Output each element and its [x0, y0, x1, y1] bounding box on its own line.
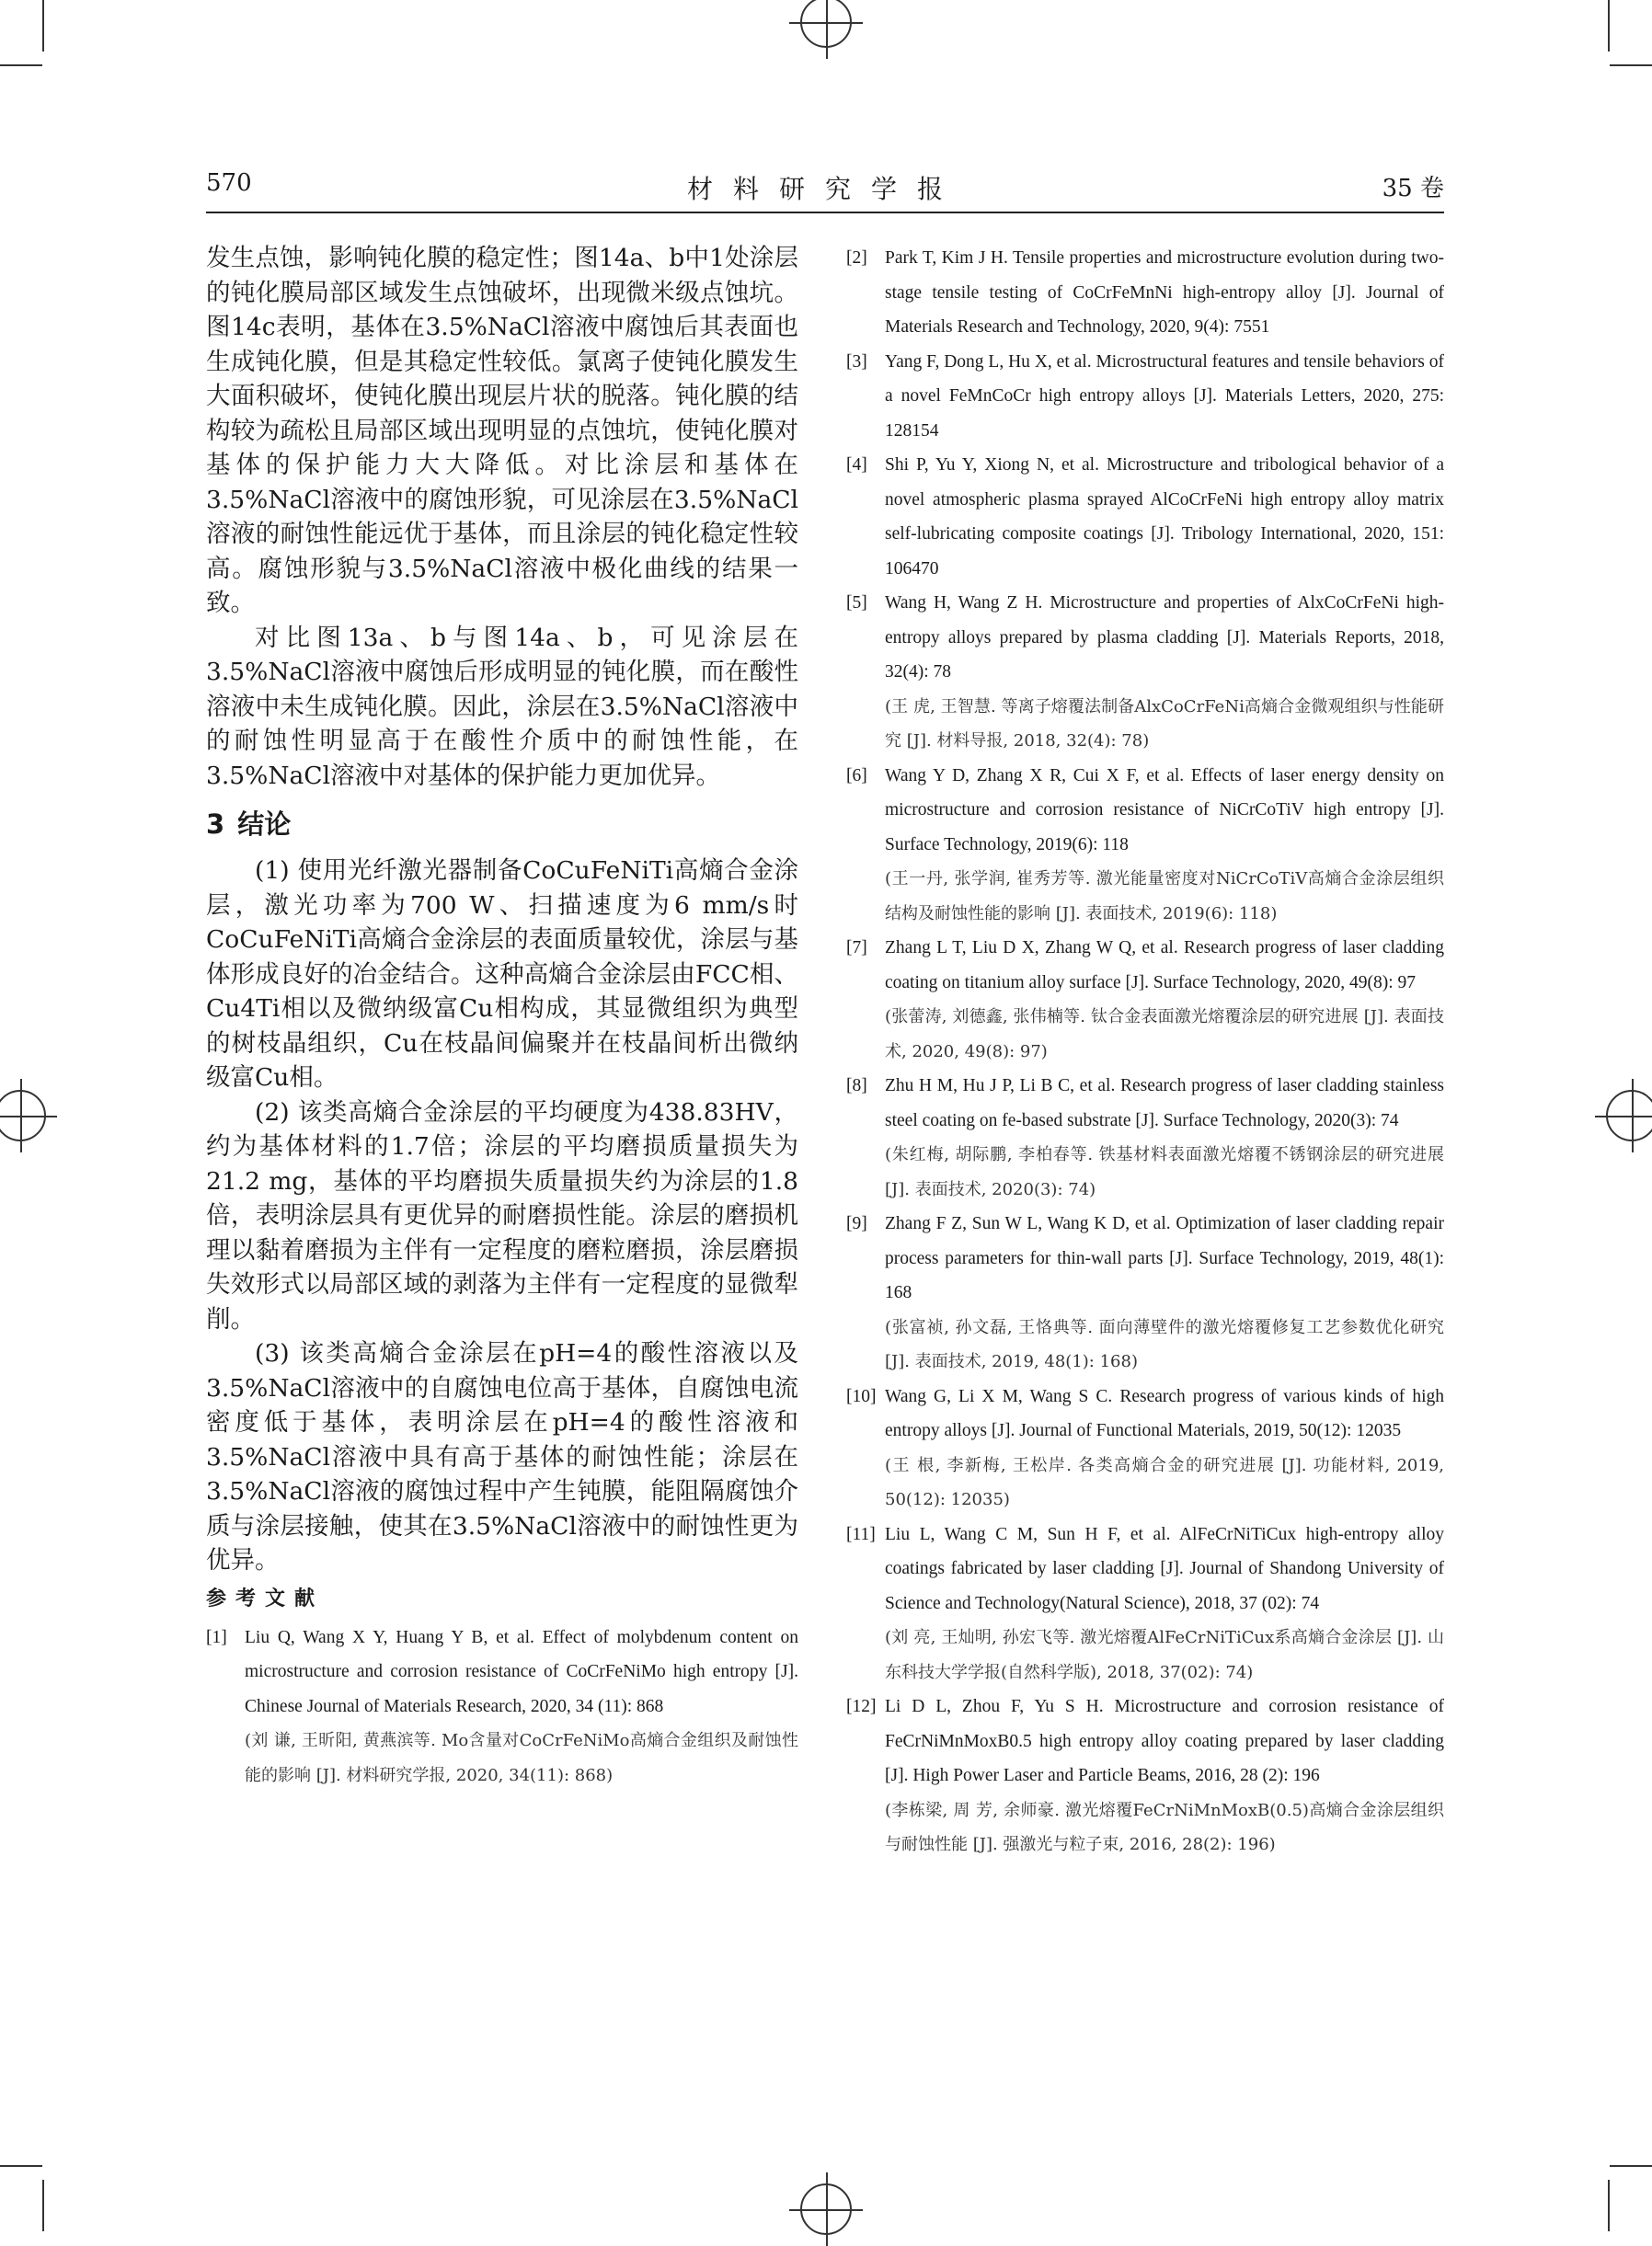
reference-number: [10] — [846, 1386, 877, 1406]
reference-number: [6] — [846, 765, 867, 785]
body-paragraph: 对比图13a、b与图14a、b，可见涂层在3.5%NaCl溶液中腐蚀后形成明显的钝化膜，而在酸性溶液中未生成钝化膜。因此，涂层在3.5%NaCl溶液中的耐蚀性明显高于在酸性介质中的耐蚀性能，在3.5%NaCl溶液中对基体的保护能力更加优异。 — [206, 623, 798, 790]
right-column — [846, 241, 1444, 1862]
crop-mark — [1608, 2180, 1610, 2231]
journal-title: 材料研究学报 — [686, 174, 963, 204]
reference-english: Zhang L T, Liu D X, Zhang W Q, et al. Research progress of laser cladding coating on titanium alloy surface [J]. Surface Technology, 2020, 49(8): 97 — [885, 938, 1444, 992]
crop-mark — [42, 0, 44, 52]
reference-item — [846, 1690, 1444, 1862]
reference-number: [11] — [846, 1524, 876, 1544]
conclusion-paragraph: (3) 该类高熵合金涂层在pH=4的酸性溶液以及3.5%NaCl溶液中的自腐蚀电位高于基体，自腐蚀电流密度低于基体，表明涂层在pH=4的酸性溶液和3.5%NaCl溶液中具有高于基体的耐蚀性能；涂层在3.5%NaCl溶液的腐蚀过程中产生钝膜，能阻隔腐蚀介质与涂层接触，使其在3.5%NaCl溶液中的耐蚀性更为优异。 — [206, 1339, 798, 1575]
crop-mark — [1610, 2165, 1652, 2167]
section-number: 3 — [206, 808, 225, 840]
section-heading — [206, 806, 798, 842]
reference-english: Zhang F Z, Sun W L, Wang K D, et al. Optimization of laser cladding repair process parameters for thin-wall parts [J]. Surface Technology, 2019, 48(1): 168 — [885, 1214, 1444, 1302]
reference-number: [12] — [846, 1697, 877, 1716]
conclusion-paragraph: (1) 使用光纤激光器制备CoCuFeNiTi高熵合金涂层，激光功率为700 W、扫描速度为6 mm/s时CoCuFeNiTi高熵合金涂层的表面质量较优，涂层与基体形成良好的冶金结合。这种高熵合金涂层由FCC相、Cu4Ti相以及微纳级富Cu相构成，其显微组织为典型的树枝晶组织，Cu在枝晶间偏聚并在枝晶间析出微纳级富Cu相。 — [206, 856, 798, 1092]
reference-item — [846, 1518, 1444, 1690]
reference-english: Liu L, Wang C M, Sun H F, et al. AlFeCrNiTiCux high-entropy alloy coatings fabricated by laser cladding [J]. Journal of Shandong University of Science and Technology(Natural Science), 2018, 37 (02): 74 — [885, 1524, 1444, 1613]
reference-number: [3] — [846, 351, 867, 372]
reference-item — [846, 586, 1444, 759]
reference-item — [846, 241, 1444, 345]
crop-mark — [0, 64, 42, 66]
reference-english: Liu Q, Wang X Y, Huang Y B, et al. Effect of molybdenum content on microstructure and corrosion resistance of CoCrFeNiMo high entropy [J]. Chinese Journal of Materials Research, 2020, 34 (11): 868 — [245, 1627, 798, 1716]
reference-number: [2] — [846, 248, 867, 268]
reference-item — [846, 759, 1444, 932]
reference-item — [206, 1621, 798, 1793]
left-column — [206, 241, 798, 1793]
reference-chinese: (王 根, 李新梅, 王松岸. 各类高熵合金的研究进展 [J]. 功能材料, 2019, 50(12): 12035) — [885, 1455, 1444, 1509]
reference-number: [1] — [206, 1627, 227, 1647]
reference-number: [9] — [846, 1214, 867, 1233]
running-header — [206, 169, 1444, 208]
reference-item — [846, 1069, 1444, 1207]
reference-item — [846, 1380, 1444, 1518]
reference-item — [846, 448, 1444, 586]
reference-chinese: (张蕾涛, 刘德鑫, 张伟楠等. 钛合金表面激光熔覆涂层的研究进展 [J]. 表面技术, 2020, 49(8): 97) — [885, 1007, 1444, 1061]
reference-english: Shi P, Yu Y, Xiong N, et al. Microstructure and tribological behavior of a novel atmospheric plasma sprayed AlCoCrFeNi high entropy alloy matrix self-lubricating composite coatings [J]. Tribology International, 2020, 151: 106470 — [885, 455, 1444, 579]
crop-mark — [42, 2180, 44, 2231]
reference-english: Yang F, Dong L, Hu X, et al. Microstructural features and tensile behaviors of a novel FeMnCoCr high entropy alloys [J]. Materials Letters, 2020, 275: 128154 — [885, 351, 1444, 441]
conclusion-paragraph: (2) 该类高熵合金涂层的平均硬度为438.83HV，约为基体材料的1.7倍；涂层的平均磨损质量损失为21.2 mg，基体的平均磨损失质量损失约为涂层的1.8倍，表明涂层具有更优异的耐磨损性能。涂层的磨损机理以黏着磨损为主伴有一定程度的磨粒磨损，涂层磨损失效形式以局部区域的剥落为主伴有一定程度的显微犁削。 — [206, 1097, 798, 1334]
reference-english: Zhu H M, Hu J P, Li B C, et al. Research progress of laser cladding stainless steel coating on fe-based substrate [J]. Surface Technology, 2020(3): 74 — [885, 1076, 1444, 1130]
registration-mark-icon — [800, 0, 852, 48]
reference-chinese: (朱红梅, 胡际鹏, 李柏春等. 铁基材料表面激光熔覆不锈钢涂层的研究进展 [J]. 表面技术, 2020(3): 74) — [885, 1145, 1444, 1199]
registration-mark-icon — [800, 2183, 852, 2235]
reference-number: [5] — [846, 593, 867, 613]
body-paragraph: 发生点蚀，影响钝化膜的稳定性；图14a、b中1处涂层的钝化膜局部区域发生点蚀破坏，出现微米级点蚀坑。图14c表明，基体在3.5%NaCl溶液中腐蚀后其表面也生成钝化膜，但是其稳定性较低。氯离子使钝化膜发生大面积破坏，使钝化膜出现层片状的脱落。钝化膜的结构较为疏松且局部区域出现明显的点蚀坑，使钝化膜对基体的保护能力大大降低。对比涂层和基体在3.5%NaCl溶液中的腐蚀形貌，可见涂层在3.5%NaCl溶液的耐蚀性能远优于基体，而且涂层的钝化稳定性较高。腐蚀形貌与3.5%NaCl溶液中极化曲线的结果一致。 — [206, 244, 798, 617]
reference-english: Park T, Kim J H. Tensile properties and microstructure evolution during two-stage tensile testing of CoCrFeMnNi high-entropy alloy [J]. Journal of Materials Research and Technology, 2020, 9(4): 7551 — [885, 248, 1444, 337]
reference-item — [846, 345, 1444, 449]
volume-label: 35 卷 — [1382, 175, 1444, 202]
page-number: 570 — [206, 169, 252, 197]
registration-mark-icon — [1606, 1090, 1652, 1141]
reference-chinese: (王一丹, 张学润, 崔秀芳等. 激光能量密度对NiCrCoTiV高熵合金涂层组织结构及耐蚀性能的影响 [J]. 表面技术, 2019(6): 118) — [885, 869, 1444, 923]
reference-chinese: (李栋梁, 周 芳, 余师豪. 激光熔覆FeCrNiMnMoxB(0.5)高熵合金涂层组织与耐蚀性能 [J]. 强激光与粒子束, 2016, 28(2): 196) — [885, 1800, 1444, 1854]
crop-mark — [1608, 0, 1610, 52]
reference-number: [4] — [846, 455, 867, 475]
reference-number: [8] — [846, 1076, 867, 1095]
reference-english: Wang G, Li X M, Wang S C. Research progress of various kinds of high entropy alloys [J]. Journal of Functional Materials, 2019, 50(12): 12035 — [885, 1386, 1444, 1440]
references-heading: 参考文献 — [206, 1587, 325, 1610]
reference-chinese: (张富祯, 孙文磊, 王恪典等. 面向薄壁件的激光熔覆修复工艺参数优化研究 [J]. 表面技术, 2019, 48(1): 168) — [885, 1317, 1444, 1371]
registration-mark-icon — [0, 1090, 46, 1141]
reference-english: Li D L, Zhou F, Yu S H. Microstructure and corrosion resistance of FeCrNiMnMoxB0.5 high entropy alloy coating prepared by laser cladding [J]. High Power Laser and Particle Beams, 2016, 28 (2): 196 — [885, 1697, 1444, 1785]
section-title: 结论 — [237, 808, 292, 840]
reference-english: Wang H, Wang Z H. Microstructure and properties of AlxCoCrFeNi high-entropy alloys prepared by plasma cladding [J]. Materials Reports, 2018, 32(4): 78 — [885, 593, 1444, 682]
reference-english: Wang Y D, Zhang X R, Cui X F, et al. Effects of laser energy density on microstructure and corrosion resistance of NiCrCoTiV high entropy [J]. Surface Technology, 2019(6): 118 — [885, 765, 1444, 854]
reference-item — [846, 931, 1444, 1069]
reference-item — [846, 1207, 1444, 1380]
reference-chinese: (王 虎, 王智慧. 等离子熔覆法制备AlxCoCrFeNi高熵合金微观组织与性能研究 [J]. 材料导报, 2018, 32(4): 78) — [885, 696, 1444, 751]
crop-mark — [1610, 64, 1652, 66]
reference-chinese: (刘 亮, 王灿明, 孙宏飞等. 激光熔覆AlFeCrNiTiCux系高熵合金涂层 [J]. 山东科技大学学报(自然科学版), 2018, 37(02): 74) — [885, 1628, 1444, 1682]
reference-chinese: (刘 谦, 王昕阳, 黄燕滨等. Mo含量对CoCrFeNiMo高熵合金组织及耐蚀性能的影响 [J]. 材料研究学报, 2020, 34(11): 868) — [245, 1731, 798, 1785]
reference-number: [7] — [846, 938, 867, 957]
crop-mark — [0, 2165, 42, 2167]
header-rule — [206, 212, 1444, 213]
